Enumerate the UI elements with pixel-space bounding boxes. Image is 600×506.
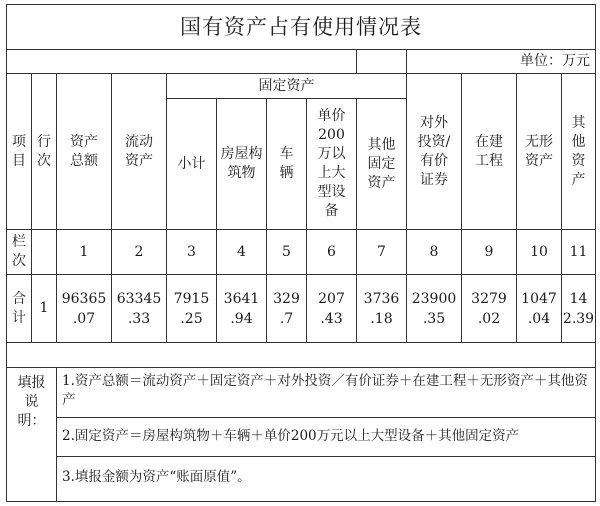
total-row-divider [6, 342, 596, 343]
notes-label: 填报说明： [17, 375, 46, 429]
header-other-fixed: 其他固定资产 [367, 136, 396, 191]
header-item: 项目 [11, 133, 26, 169]
current-assets-value: 63345 .33 [116, 290, 162, 327]
note-item-1: 1.资产总额＝流动资产＋固定资产＋对外投资／有价证券＋在建工程＋无形资产＋其他资产 [62, 373, 588, 408]
vehicles-value: 329 .7 [273, 290, 300, 327]
unit-label: 单位：万元 [520, 53, 590, 69]
header-current-assets: 流动资产 [124, 133, 153, 169]
border-right [595, 4, 596, 502]
column-number: 10 [530, 243, 548, 260]
column-number: 8 [429, 243, 439, 260]
notes-label-divider [56, 367, 57, 502]
header-total-assets: 资产总额 [69, 133, 98, 169]
note-item-3: 3.填报金额为资产“账面原值”。 [62, 469, 251, 485]
construction-value: 3279 .02 [471, 290, 507, 327]
header-other-assets: 其他资产 [571, 114, 586, 188]
table-border-bottom [6, 501, 596, 502]
unit-left-divider [356, 49, 357, 74]
note-2-divider [56, 456, 596, 457]
column-number: 9 [484, 243, 494, 260]
fixed-subtotal-value: 7915 .25 [173, 290, 210, 327]
table-title: 国有资产占有使用情况表 [180, 14, 422, 39]
note-1-divider [56, 417, 596, 418]
header-buildings: 房屋构筑物 [220, 146, 263, 181]
column-number-label: 栏次 [11, 234, 26, 269]
intangible-value: 1047 .04 [521, 290, 557, 327]
header-construction: 在建工程 [474, 133, 503, 169]
header-subtotal: 小计 [177, 155, 206, 172]
column-number: 7 [377, 243, 386, 260]
investments-value: 23900 .35 [411, 290, 457, 327]
blank-row-divider [6, 367, 596, 368]
column-number: 3 [187, 243, 196, 260]
header-fixed-assets: 固定资产 [258, 77, 315, 94]
header-vehicles: 车辆 [279, 146, 294, 181]
column-number: 6 [327, 243, 336, 260]
buildings-value: 3641 .94 [223, 290, 260, 327]
other-assets-value: 14 2.39 [562, 290, 595, 327]
total-row-label: 合计 [11, 290, 26, 326]
column-number: 11 [569, 243, 588, 260]
total-row-number: 1 [39, 300, 49, 316]
column-number: 5 [282, 243, 291, 260]
header-row-no: 行次 [36, 133, 51, 169]
header-investments: 对外投资/有价证券 [417, 114, 451, 188]
column-number: 2 [134, 243, 144, 260]
note-item-2: 2.固定资产＝房屋构筑物＋车辆＋单价200万元以上大型设备＋其他固定资产 [62, 428, 520, 444]
other-fixed-value: 3736 .18 [363, 290, 400, 327]
large-equipment-value: 207 .43 [318, 290, 345, 327]
header-intangible: 无形资产 [524, 133, 553, 169]
column-number: 4 [237, 243, 246, 260]
total-assets-value: 96365 .07 [61, 290, 107, 327]
header-large-equipment: 单价200万以上大型设备 [317, 108, 346, 219]
column-number: 1 [79, 243, 89, 260]
